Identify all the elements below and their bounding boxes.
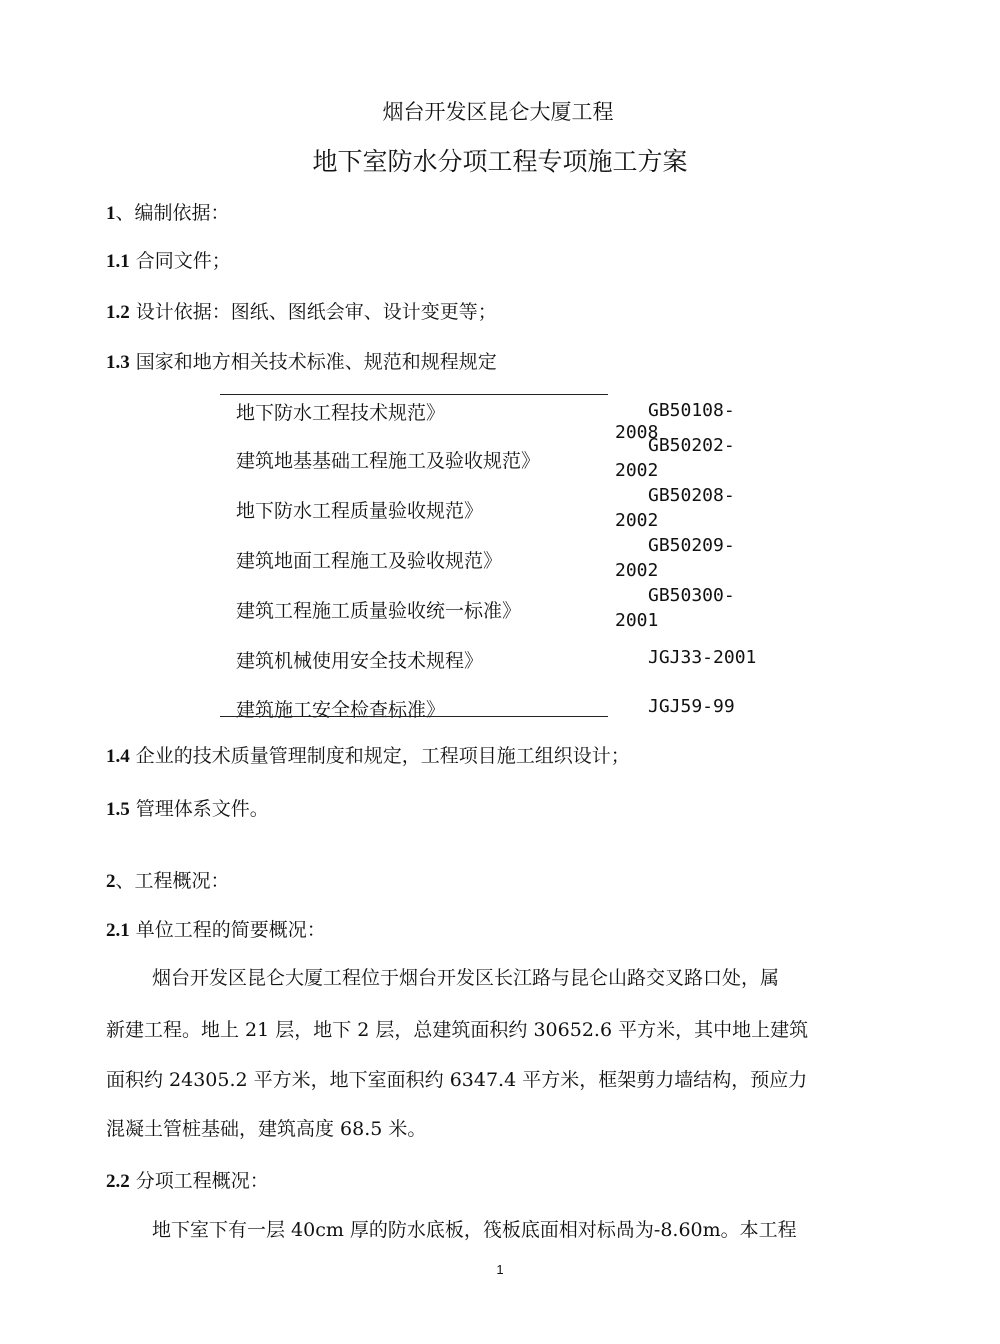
- standard-code: JGJ59-99: [648, 696, 735, 717]
- item-number: 1.5: [106, 799, 130, 820]
- page-number: 1: [496, 1262, 504, 1277]
- standard-code: JGJ33-2001: [648, 647, 757, 668]
- standard-code-clipped: 2008: [615, 422, 659, 443]
- item-1-1: [106, 246, 231, 273]
- section-2-heading: [106, 866, 230, 893]
- standard-code-year: 2002: [615, 460, 659, 481]
- item-1-3: [106, 347, 497, 374]
- item-text: 企业的技术质量管理制度和规定，工程项目施工组织设计；: [135, 745, 630, 767]
- standard-code: GB50209-: [648, 535, 735, 556]
- document-title: 地下室防水分项工程专项施工方案: [312, 147, 688, 176]
- item-1-4: [106, 741, 630, 768]
- subsection-title: 分项工程概况：: [135, 1170, 269, 1192]
- standard-code-year: 2001: [615, 610, 659, 631]
- section-number: 1: [106, 203, 116, 224]
- standard-code-year: 2002: [615, 510, 659, 531]
- standard-name: 建筑机械使用安全技术规程》: [236, 650, 484, 672]
- paragraph-line: 地下室下有一层 40cm 厚的防水底板，筏板底面相对标咼为-8.60m。本工程: [152, 1219, 797, 1241]
- subsection-2-1-heading: [106, 915, 326, 942]
- item-1-2: [106, 297, 497, 324]
- paragraph-line: 新建工程。地上 21 层，地下 2 层，总建筑面积约 30652.6 平方米，其中地上建筑: [106, 1019, 809, 1041]
- subsection-number: 2.1: [106, 920, 130, 941]
- section-title: 、编制依据：: [115, 202, 230, 224]
- table-top-rule: [220, 394, 608, 395]
- standard-name: 地下防水工程技术规范》: [236, 402, 446, 424]
- section-title: 、工程概况：: [115, 870, 230, 892]
- section-number: 2: [106, 871, 116, 892]
- standard-code: GB50108-: [648, 400, 735, 421]
- subsection-title: 单位工程的简要概况：: [135, 919, 326, 941]
- standard-name: 建筑地基基础工程施工及验收规范》: [236, 450, 541, 472]
- item-text: 合同文件；: [135, 250, 231, 272]
- standard-name: 地下防水工程质量验收规范》: [236, 500, 484, 522]
- item-1-5: [106, 794, 269, 821]
- item-text: 管理体系文件。: [135, 798, 269, 820]
- paragraph-line: 烟台开发区昆仑大厦工程位于烟台开发区长江路与昆仑山路交叉路口处，属: [152, 967, 780, 989]
- standard-name: 建筑地面工程施工及验收规范》: [236, 550, 503, 572]
- item-text: 国家和地方相关技术标准、规范和规程规定: [135, 351, 497, 373]
- standard-name: 建筑施工安全检查标准》: [236, 699, 446, 721]
- paragraph-line: 面积约 24305.2 平方米，地下室面积约 6347.4 平方米，框架剪力墙结构，预应力: [106, 1069, 808, 1091]
- paragraph-line: 混凝土管桩基础，建筑高度 68.5 米。: [106, 1118, 427, 1140]
- item-number: 1.2: [106, 302, 130, 323]
- subsection-2-2-heading: [106, 1166, 269, 1193]
- standard-code: GB50202-: [648, 435, 735, 456]
- standard-code: GB50300-: [648, 585, 735, 606]
- item-text: 设计依据：图纸、图纸会审、设计变更等；: [135, 301, 497, 323]
- table-bottom-rule: [220, 716, 608, 717]
- project-title: 烟台开发区昆仑大厦工程: [382, 100, 614, 124]
- standard-code-year: 2002: [615, 560, 659, 581]
- item-number: 1.4: [106, 746, 130, 767]
- item-number: 1.3: [106, 352, 130, 373]
- section-1-heading: [106, 198, 230, 225]
- subsection-number: 2.2: [106, 1171, 130, 1192]
- item-number: 1.1: [106, 251, 130, 272]
- standard-name: 建筑工程施工质量验收统一标准》: [236, 600, 522, 622]
- standard-code: GB50208-: [648, 485, 735, 506]
